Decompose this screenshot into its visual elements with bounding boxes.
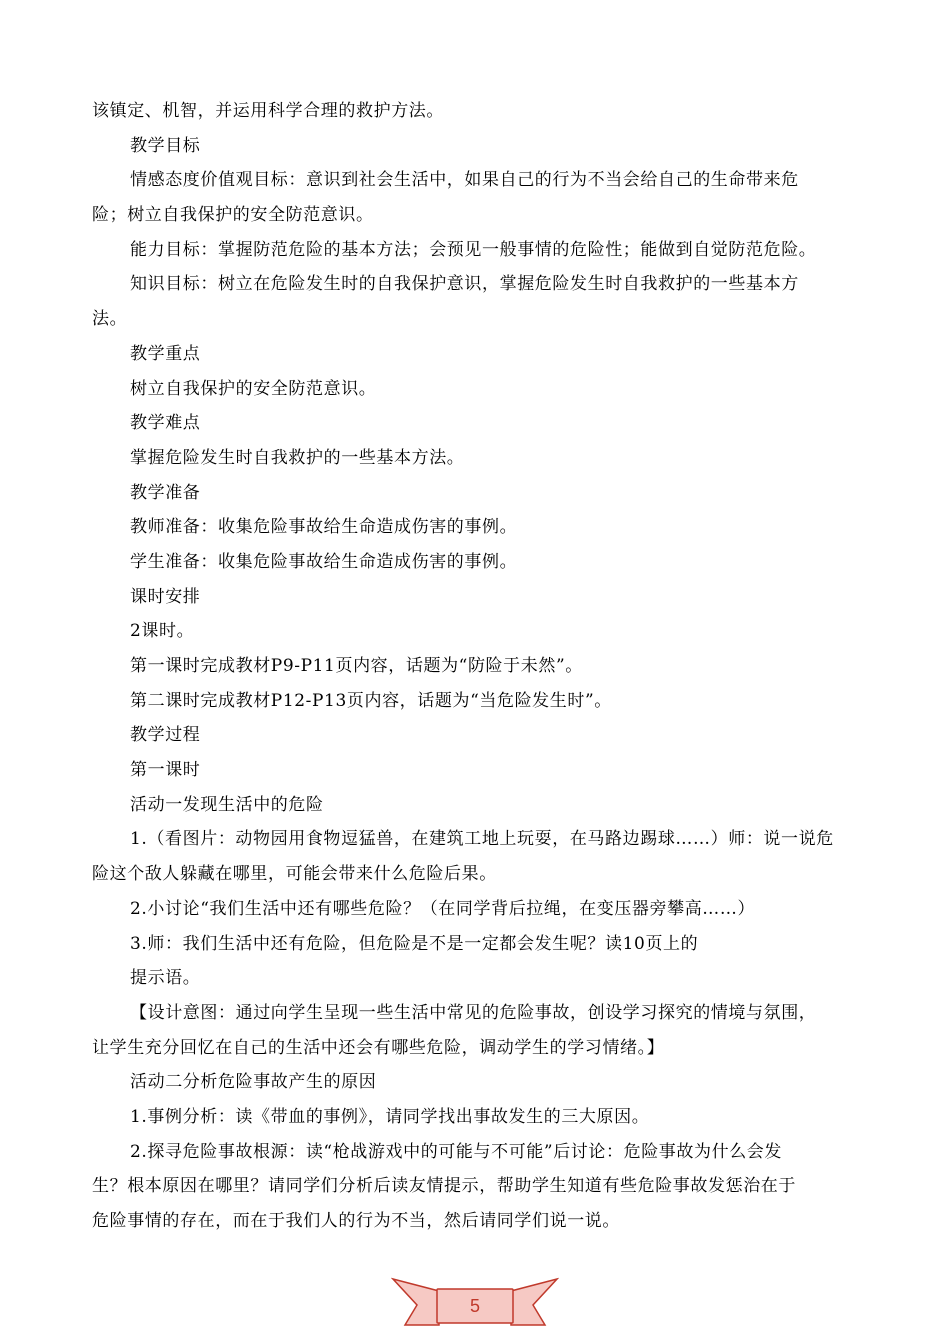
- text-line: 能力目标：掌握防范危险的基本方法；会预见一般事情的危险性；能做到自觉防范危险。: [130, 239, 817, 260]
- ribbon-right-tail: [511, 1279, 557, 1325]
- page-number: 5: [469, 1296, 480, 1316]
- text-line: 1.事例分析：读《带血的事例》，请同学找出事故发生的三大原因。: [130, 1106, 650, 1127]
- text-line: 学生准备：收集危险事故给生命造成伤害的事例。: [130, 551, 518, 572]
- text-line: 险；树立自我保护的安全防范意识。: [92, 205, 374, 226]
- text-line: 教学过程: [130, 725, 201, 746]
- text-line: 掌握危险发生时自我救护的一些基本方法。: [130, 447, 465, 468]
- text-line: 生？根本原因在哪里？请同学们分析后读友情提示，帮助学生知道有些危险事故发惩治在于: [92, 1176, 796, 1197]
- text-line: 教师准备：收集危险事故给生命造成伤害的事例。: [130, 517, 518, 538]
- text-line: 树立自我保护的安全防范意识。: [130, 378, 377, 399]
- text-line: 提示语。: [130, 968, 201, 989]
- text-line: 情感态度价值观目标：意识到社会生活中，如果自己的行为不当会给自己的生命带来危: [130, 170, 799, 191]
- text-line: 活动一发现生活中的危险: [130, 794, 324, 815]
- text-line: 第一课时: [130, 760, 201, 781]
- document-body: [92, 94, 862, 1239]
- text-line: 险这个敌人躲藏在哪里，可能会带来什么危险后果。: [92, 864, 497, 885]
- text-line: 3.师：我们生活中还有危险，但危险是不是一定都会发生呢？读10页上的: [130, 933, 699, 954]
- text-line: 1.（看图片：动物园用食物逗猛兽，在建筑工地上玩耍，在马路边踢球……）师：说一说危: [130, 829, 834, 850]
- text-line: 2课时。: [130, 621, 195, 642]
- text-line: 第一课时完成教材P9-P11页内容，话题为“防险于未然”。: [130, 656, 583, 676]
- text-line: 危险事情的存在，而在于我们人的行为不当，然后请同学们说一说。: [92, 1211, 620, 1231]
- text-line: 法。: [92, 309, 128, 330]
- text-line: 课时安排: [130, 586, 201, 607]
- text-line: 教学重点: [130, 343, 201, 364]
- text-line: 【设计意图：通过向学生呈现一些生活中常见的危险事故，创设学习探究的情境与氛围，: [130, 1002, 817, 1023]
- text-line: 活动二分析危险事故产生的原因: [130, 1072, 377, 1093]
- text-line: 教学目标: [130, 135, 201, 156]
- ribbon-left-tail: [393, 1279, 439, 1325]
- text-line: 第二课时完成教材P12-P13页内容，话题为“当危险发生时”。: [130, 690, 612, 711]
- text-line: 2.探寻危险事故根源：读“枪战游戏中的可能与不可能”后讨论：危险事故为什么会发: [130, 1141, 782, 1162]
- text-line: 该镇定、机智，并运用科学合理的救护方法。: [92, 101, 444, 121]
- text-line: 让学生充分回忆在自己的生活中还会有哪些危险，调动学生的学习情绪。】: [92, 1037, 665, 1058]
- text-line: 教学准备: [130, 482, 201, 503]
- text-line: 教学难点: [130, 413, 201, 434]
- text-line: 2.小讨论“我们生活中还有哪些危险？（在同学背后拉绳，在变压器旁攀高……）: [130, 898, 756, 919]
- text-line: 知识目标：树立在危险发生时的自我保护意识，掌握危险发生时自我救护的一些基本方: [130, 274, 799, 295]
